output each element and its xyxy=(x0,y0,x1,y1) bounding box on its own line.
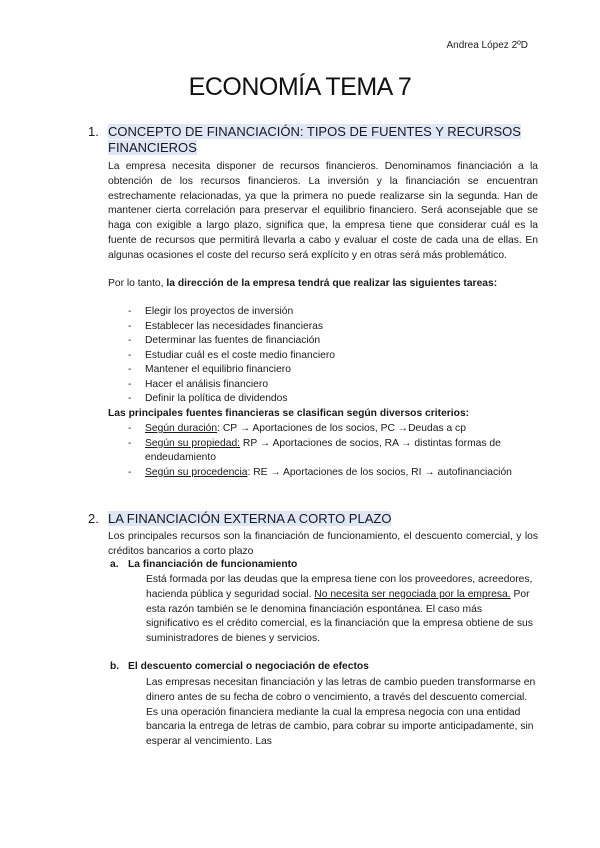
list-item: - Definir la política de dividendos xyxy=(128,392,488,407)
section-2-title: LA FINANCIACIÓN EXTERNA A CORTO PLAZO xyxy=(108,511,392,526)
subsection-b-text: Las empresas necesitan financiación y las letras de cambio pueden transformarse en dinero antes de su fecha de cobro o vencimiento, a través del descuento comercial. Es una operación financiera mediante la cual la empresa negocia con una entidad bancaria la entrega de letras de cambio, para cobrar su importe anticipadamente, sin esperar al vencimiento. Las xyxy=(146,677,536,748)
tasks-list xyxy=(128,305,488,407)
section-2-number: 2. xyxy=(88,511,99,526)
subsection-a-heading: a. La financiación de funcionamiento xyxy=(110,559,298,570)
section-1-number: 1. xyxy=(88,124,99,139)
section-1-title-line2: FINANCIEROS xyxy=(108,140,197,155)
list-item: - Según duración: CP → Aportaciones de los socios, PC →Deudas a cp xyxy=(128,422,538,437)
document-title: ECONOMÍA TEMA 7 xyxy=(188,73,412,101)
author-name: Andrea López 2ºD xyxy=(446,40,528,51)
section-2-heading xyxy=(90,511,540,527)
list-item: - Según su propiedad: RP → Aportaciones de socios, RA → distintas formas de endeudamiento xyxy=(128,437,538,466)
section-1-paragraph: La empresa necesita disponer de recursos financieros. Denominamos financiación a la obtención de los recursos financieros. La inversión y la financiación se encuentran estrechamente relacionadas, ya que la primera no puede realizarse sin la segunda. Han de mantener cierta correlación para preservar el equilibrio financiero. Será aconsejable que se haga con exigible a largo plazo, significa que, la empresa tiene que considerar cuál es la fuente de recursos que permitirá llevarla a cabo y evaluar el coste de cada una de ellas. En algunas ocasiones el coste del recurso será explícito y en otras será más problemático. xyxy=(108,161,538,261)
section-1-heading xyxy=(90,124,540,156)
list-item: - Hacer el análisis financiero xyxy=(128,378,488,393)
list-item: - Mantener el equilibrio financiero xyxy=(128,363,488,378)
list-item: - Estudiar cuál es el coste medio financiero xyxy=(128,349,488,364)
tasks-intro: Por lo tanto, la dirección de la empresa tendrá que realizar las siguientes tareas: xyxy=(108,278,498,289)
list-item: - Elegir los proyectos de inversión xyxy=(128,305,488,320)
criteria-list xyxy=(128,422,538,480)
list-item: - Establecer las necesidades financieras xyxy=(128,320,488,335)
list-item: - Determinar las fuentes de financiación xyxy=(128,334,488,349)
sources-intro: Las principales fuentes financieras se clasifican según diversos criterios: xyxy=(108,408,470,419)
subsection-a-text: Está formada por las deudas que la empresa tiene con los proveedores, acreedores, hacienda pública y seguridad social. No necesita ser negociada por la empresa. Por esta razón también se le denomina financiación espontánea. El caso más significativo es el crédito comercial, es la financiación que la empresa obtiene de sus suministradores de bienes y servicios. xyxy=(146,574,533,645)
section-2-intro: Los principales recursos son la financiación de funcionamiento, el descuento comercial, y los créditos bancarios a corto plazo xyxy=(108,531,538,557)
subsection-b-heading: b. El descuento comercial o negociación de efectos xyxy=(110,661,369,672)
section-1-title-line1: CONCEPTO DE FINANCIACIÓN: TIPOS DE FUENTES Y RECURSOS xyxy=(108,124,521,139)
list-item: - Según su procedencia: RE → Aportaciones de los socios, RI → autofinanciación xyxy=(128,466,538,481)
